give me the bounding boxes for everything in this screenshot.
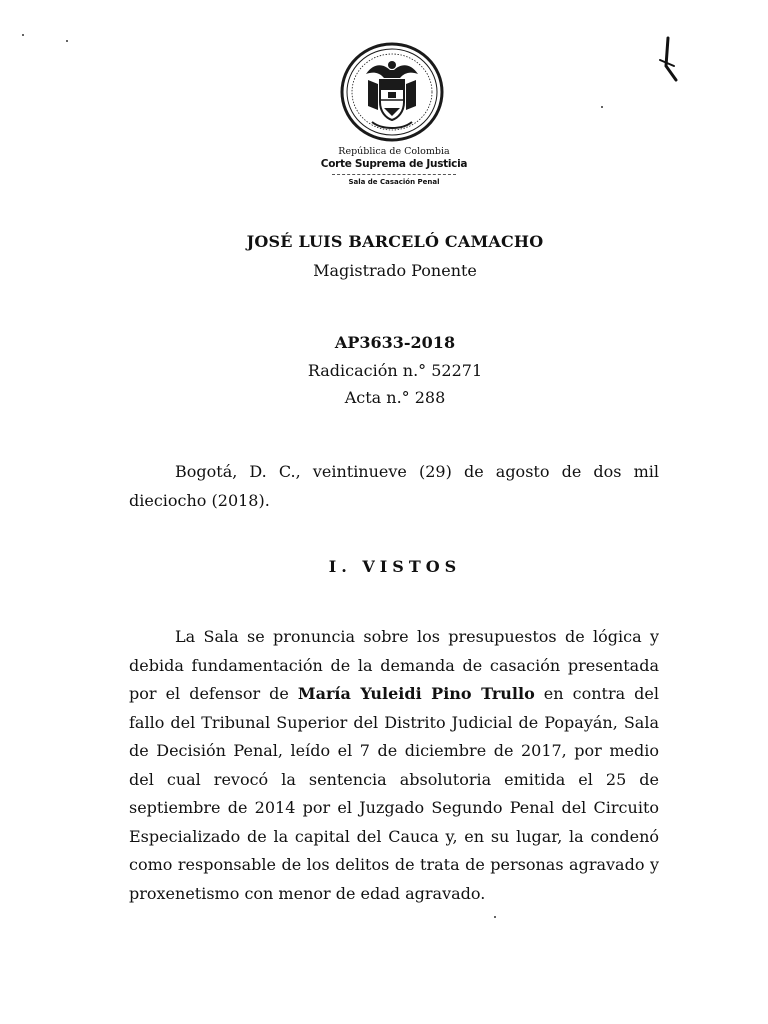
colombia-coat-of-arms-icon (338, 40, 446, 144)
vistos-text-before: La Sala se pronuncia sobre los presupuestos de lógica y debida fundamentación de la demanda de casación presentada por el defensor de (129, 627, 659, 703)
date-text: Bogotá, D. C., veintinueve (29) de agosto de dos mil dieciocho (2018). (129, 462, 659, 510)
defendant-name: María Yuleidi Pino Trullo (297, 684, 535, 703)
header-sala: Sala de Casación Penal (348, 178, 440, 186)
scan-speck (22, 34, 24, 36)
scan-speck (601, 106, 603, 108)
section-title: I. VISTOS (328, 557, 462, 576)
header-corte: Corte Suprema de Justicia (320, 158, 468, 170)
magistrado-name: JOSÉ LUIS BARCELÓ CAMACHO (246, 232, 544, 251)
date-paragraph (129, 458, 659, 515)
header-divider (332, 174, 456, 175)
vistos-paragraph (129, 623, 659, 908)
acta: Acta n.° 288 (344, 388, 446, 407)
magistrado-role: Magistrado Ponente (313, 261, 477, 280)
handwritten-mark (654, 36, 684, 86)
header-republica: República de Colombia (338, 146, 450, 157)
scan-speck (66, 40, 68, 42)
vistos-text (129, 623, 659, 908)
seal-graphic (338, 40, 446, 144)
auto-number: AP3633-2018 (334, 333, 456, 352)
vistos-text-after: en contra del fallo del Tribunal Superior del Distrito Judicial de Popayán, Sala de Decisión Penal, leído el 7 de diciembre de 2017, por medio del cual revocó la sentencia absolutoria emitida el 25 de septiembre de 2014 por el Juzgado Segundo Penal del Circuito Especializado de la capital del Cauca y, en su lugar, la condenó como responsable de los delitos de trata de personas agravado y proxenetismo con menor de edad agravado. (129, 684, 660, 903)
scan-speck (494, 916, 496, 918)
radicacion: Radicación n.° 52271 (307, 361, 483, 380)
